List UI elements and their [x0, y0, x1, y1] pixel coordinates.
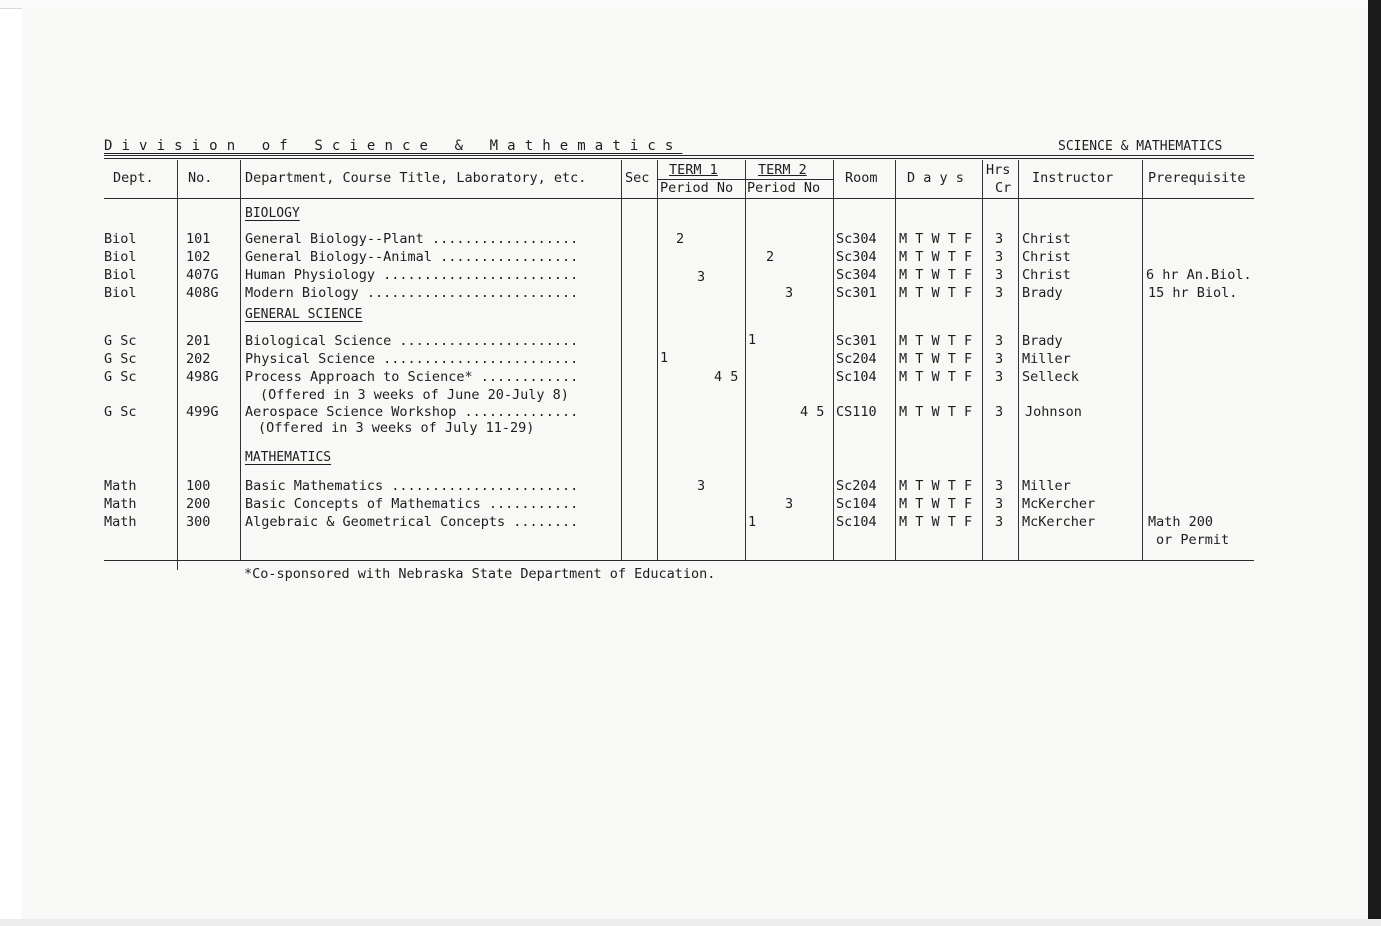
row-days: M T W T F: [899, 231, 973, 247]
row-room: CS110: [836, 404, 877, 420]
footnote: *Co-sponsored with Nebraska State Department of Education.: [244, 566, 716, 582]
row-term2-period: 2: [766, 249, 775, 265]
grid-line-room: [833, 160, 834, 560]
row-room: Sc204: [836, 351, 877, 367]
row-term2-period: 4 5: [800, 404, 825, 420]
col-instructor: Instructor: [1032, 170, 1114, 186]
row-term1-period: 4 5: [714, 369, 739, 385]
row-hrs: 3: [995, 369, 1004, 385]
col-term1: TERM 1: [669, 162, 718, 178]
row-no: 102: [186, 249, 211, 265]
row-hrs: 3: [995, 404, 1004, 420]
row-title: Biological Science ......................: [245, 333, 579, 349]
row-instructor: Christ: [1022, 267, 1071, 283]
row-title: Algebraic & Geometrical Concepts ........: [245, 514, 579, 530]
grid-line-instructor: [1018, 160, 1019, 560]
section-biology: BIOLOGY: [245, 206, 300, 221]
row-title-note: (Offered in 3 weeks of July 11-29): [258, 420, 535, 436]
row-title: Human Physiology ........................: [245, 267, 579, 283]
grid-line-hrs: [982, 160, 983, 560]
row-room: Sc104: [836, 369, 877, 385]
grid-line-days: [895, 160, 896, 560]
row-term1-period: 3: [697, 478, 706, 494]
row-term1-period: 2: [676, 231, 685, 247]
row-title: Basic Mathematics .......................: [245, 478, 579, 494]
col-title: Department, Course Title, Laboratory, etc.: [245, 170, 587, 186]
row-instructor: Brady: [1022, 285, 1063, 301]
row-title: Physical Science ........................: [245, 351, 579, 367]
row-no: 408G: [186, 285, 219, 301]
col-prerequisite: Prerequisite: [1148, 170, 1246, 186]
row-days: M T W T F: [899, 249, 973, 265]
division-title: Division of Science & Mathematics: [104, 138, 683, 154]
row-term1-period: 1: [660, 350, 669, 366]
row-dept: Biol: [104, 249, 137, 265]
grid-line-no: [177, 160, 178, 570]
row-term2-period: 1: [748, 514, 757, 530]
col-sec: Sec: [625, 170, 650, 186]
row-no: 300: [186, 514, 211, 530]
header-rule-bottom: [104, 198, 1254, 199]
row-instructor: Miller: [1022, 478, 1071, 494]
row-hrs: 3: [995, 496, 1004, 512]
row-prerequisite: Math 200: [1148, 514, 1214, 530]
row-title: Basic Concepts of Mathematics ...........: [245, 496, 579, 512]
row-dept: Biol: [104, 267, 137, 283]
row-no: 498G: [186, 369, 219, 385]
row-room: Sc301: [836, 285, 877, 301]
row-room: Sc304: [836, 249, 877, 265]
col-room: Room: [845, 170, 878, 186]
row-dept: G Sc: [104, 333, 137, 349]
grid-line-sec: [621, 160, 622, 560]
row-instructor: Christ: [1022, 249, 1071, 265]
row-hrs: 3: [995, 514, 1004, 530]
grid-line-title: [240, 160, 241, 560]
row-room: Sc204: [836, 478, 877, 494]
row-title: Modern Biology ..........................: [245, 285, 579, 301]
col-dept: Dept.: [113, 170, 154, 186]
row-no: 201: [186, 333, 211, 349]
row-hrs: 3: [995, 249, 1004, 265]
row-hrs: 3: [995, 351, 1004, 367]
section-mathematics: MATHEMATICS: [245, 450, 332, 465]
row-days: M T W T F: [899, 514, 973, 530]
row-term1-period: 3: [697, 269, 706, 285]
row-no: 202: [186, 351, 211, 367]
row-hrs: 3: [995, 333, 1004, 349]
row-room: Sc301: [836, 333, 877, 349]
row-prerequisite-note: or Permit: [1156, 532, 1230, 548]
row-hrs: 3: [995, 285, 1004, 301]
row-instructor: Johnson: [1025, 404, 1082, 420]
row-no: 499G: [186, 404, 219, 420]
row-term2-period: 1: [748, 332, 757, 348]
section-label: SCIENCE & MATHEMATICS: [1058, 139, 1223, 154]
col-hrs: Hrs: [986, 162, 1011, 178]
grid-line-term2: [745, 160, 746, 560]
row-dept: Math: [104, 478, 137, 494]
row-instructor: Brady: [1022, 333, 1063, 349]
col-term2-period: Period No: [747, 180, 821, 196]
col-cr: Cr: [995, 180, 1012, 196]
row-title: Aerospace Science Workshop ..............: [245, 404, 579, 420]
row-days: M T W T F: [899, 369, 973, 385]
row-dept: Math: [104, 496, 137, 512]
row-dept: G Sc: [104, 351, 137, 367]
row-room: Sc304: [836, 231, 877, 247]
header-rule-top2: [104, 158, 1254, 159]
row-dept: Biol: [104, 285, 137, 301]
row-hrs: 3: [995, 478, 1004, 494]
row-room: Sc104: [836, 496, 877, 512]
header-rule-top: [104, 155, 1254, 156]
row-term2-period: 3: [785, 285, 794, 301]
row-instructor: Selleck: [1022, 369, 1079, 385]
table-bottom-rule: [104, 560, 1254, 561]
row-title: Process Approach to Science* ............: [245, 369, 579, 385]
row-title-note: (Offered in 3 weeks of June 20-July 8): [260, 387, 569, 403]
row-days: M T W T F: [899, 496, 973, 512]
row-no: 200: [186, 496, 211, 512]
row-dept: Biol: [104, 231, 137, 247]
col-no: No.: [188, 170, 213, 186]
row-room: Sc304: [836, 267, 877, 283]
row-no: 101: [186, 231, 211, 247]
row-no: 407G: [186, 267, 219, 283]
row-room: Sc104: [836, 514, 877, 530]
row-prerequisite: 15 hr Biol.: [1148, 285, 1238, 301]
row-instructor: McKercher: [1022, 514, 1096, 530]
grid-line-term1: [657, 160, 658, 560]
row-days: M T W T F: [899, 351, 973, 367]
row-title: General Biology--Animal .................: [245, 249, 579, 265]
row-days: M T W T F: [899, 333, 973, 349]
row-days: M T W T F: [899, 285, 973, 301]
row-instructor: McKercher: [1022, 496, 1096, 512]
row-instructor: Christ: [1022, 231, 1071, 247]
row-days: M T W T F: [899, 478, 973, 494]
row-hrs: 3: [995, 267, 1004, 283]
row-dept: G Sc: [104, 404, 137, 420]
col-days: D a y s: [907, 170, 964, 186]
row-no: 100: [186, 478, 211, 494]
row-title: General Biology--Plant ..................: [245, 231, 579, 247]
row-term2-period: 3: [785, 496, 794, 512]
row-dept: Math: [104, 514, 137, 530]
section-general-science: GENERAL SCIENCE: [245, 307, 363, 322]
col-term1-period: Period No: [660, 180, 734, 196]
row-instructor: Miller: [1022, 351, 1071, 367]
col-term2: TERM 2: [758, 162, 807, 178]
row-prerequisite: 6 hr An.Biol.: [1146, 267, 1252, 283]
row-days: M T W T F: [899, 404, 973, 420]
row-hrs: 3: [995, 231, 1004, 247]
row-dept: G Sc: [104, 369, 137, 385]
grid-line-prereq: [1142, 160, 1143, 560]
row-days: M T W T F: [899, 267, 973, 283]
